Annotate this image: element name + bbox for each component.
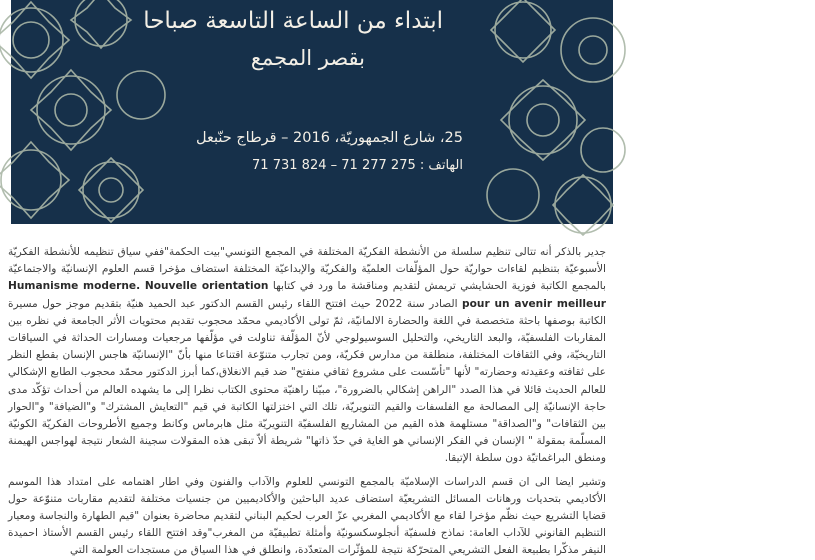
banner-time-line: ابتداء من الساعة التاسعة صباحا — [143, 8, 443, 34]
banner-address: 25، شارع الجمهوريّة، 2016 – قرطاج حنّبعل — [196, 130, 463, 146]
arabesque-pattern-left — [11, 0, 161, 224]
banner-venue-line: بقصر المجمع — [250, 46, 365, 70]
banner-phone: الهاتف : 275 277 71 – 824 731 71 — [252, 158, 463, 173]
event-banner-image — [11, 0, 613, 224]
article-body — [8, 244, 606, 557]
arabesque-pattern-right — [483, 0, 613, 224]
paragraph-1-text-b: الصادر سنة 2022 حيث افتتح اللقاء رئيس القسم الدكتور عبد الحميد هنيّة بتقديم موجز حول مسيرة الكاتبة بوصفها باحثة متخصصة في اللغة والحضارة الالمانيّة، ثمّ تولى الأكاديمي محمّد محجوب تقديم محتويات الأثر الجامعة في نظره بين المقاربات الفلسفيّة، والبعد التاريخي، والتحليل السوسيولوجي لأنّ المؤلّفة تناولت في مؤلّفها مرجعيات ومسارات الحداثة في السياقات التاريخيّة، وفي الثقافات المختلفة، منطلقة من مدارس فكريّة، ومن تجارب متنوّعة اقتناعا منها بأنّ "الإنسانيّة هاجس الإنسان بقطع النظر على ثقافته وعقيدته وحضارته" لأنها "تأسّست على مشروع ثقافي منفتح" ضد قيم الانغلاق،كما أبرز الدكتور محمّد محجوب الطابع الإشكالي للعالم الحديث قائلا في هذا الصدد "الراهن إشكالي بالضرورة"، مبيّنا راهنيّة محتوى الكتاب نظرا إلى ما يشهده العالم من أحداث تؤكّد مدى حاجة الإنسانيّة إلى المصالحة مع الفلسفات والقيم التنويريّة، تلك التي اختزلتها الكاتبة في قيم "التعايش المشترك" و"الضيافة" و"الحوار بين الثقافات" و"الصداقة" مستلهمة هذه القيم من المشاريع الفلسفيّة التنويريّة مثل هابرماس وكانط وجميع الأطروحات الفكريّة الكونيّة المسلّمة بمقولة " الإنسان في الفكر الإنساني هو الغاية في حدّ ذاتها" شريطة ألاّ تبقى هذه المقولات سجينة الشعار نتيجة لهواجس الهيمنة ومنطق البراغماتيّة دون سلطة الإتيقا. — [8, 297, 606, 465]
banner-text — [143, 0, 463, 224]
paragraph-1-text-a: جدير بالذكر أنه تتالى تنظيم سلسلة من الأنشطة الفكريّة المختلفة في المجمع التونسي"بيت الحكمة"ففي سياق تنظيمه للأنشطة الفكريّة الأسبوعيّة بتنظيم لقاءات حواريّة حول المؤلّفات العلميّة والفكريّة والإبداعيّة المختلفة استضاف مؤخرا قسم العلوم الإنسانيّة والاجتماعيّة بالمجمع الكاتبة فوزية الحشايشي تريمش لتقديم ومناقشة ما ورد في كتابها — [8, 246, 606, 293]
article-paragraph-2: وتشير ايضا الى ان قسم الدراسات الإسلاميّة بالمجمع التونسي للعلوم والآداب والفنون وفي اطار اهتمامه على امتداد هذا الموسم الأكاديمي بتحديات ورهانات المسائل التشريعيّة استضاف عديد الباحثين والأكاديميين من جنسيات مختلفة لتقديم مقاربات متنوّعة حول قضايا التشريع حيث نظّم مؤخرا لقاء مع الأكاديمي المغربي عزّ العرب لحكيم البناني لتقديم محاضرة بعنوان "قيم الطهارة والنجاسة ومعيار التنظيم القانوني للآداب العامة: نماذج فلسفيّة أنجلوسكسونيّة وأمثلة تطبيقيّة من المغرب"وقد افتتح اللقاء رئيس القسم الأستاذ احميدة النيفر مذكّرا بطبيعة الفعل التشريعي المتحرّكة نتيجة للمؤثّرات المتعدّدة، وانطلق في هذا السياق من مستجدات العولمة التي — [8, 475, 606, 557]
book-title-french: Humanisme moderne. Nouvelle orientation pour un avenir meilleur — [8, 280, 606, 310]
article-paragraph-1 — [8, 244, 606, 468]
